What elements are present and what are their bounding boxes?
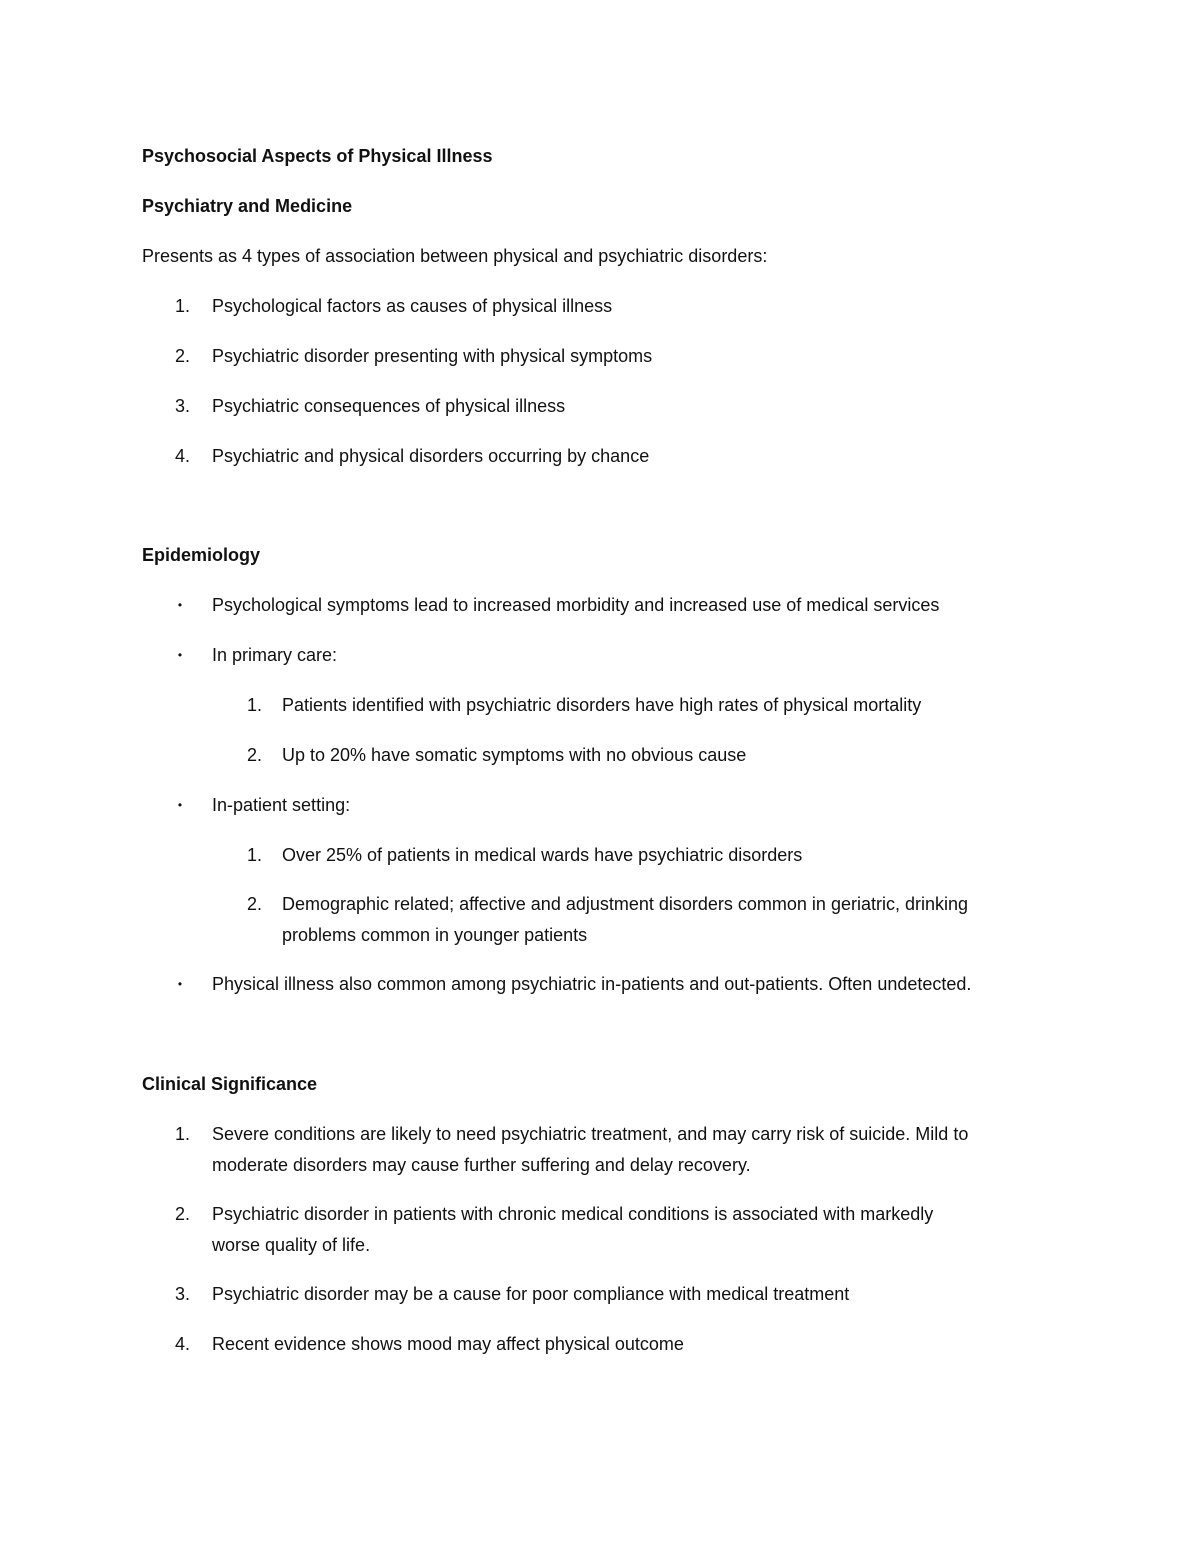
list-item: Psychiatric and physical disorders occurring by chance xyxy=(212,446,650,466)
bullet-item: Psychological symptoms lead to increased morbidity and increased use of medical services xyxy=(212,595,940,615)
list-item-continuation: moderate disorders may cause further suffering and delay recovery. xyxy=(212,1155,751,1175)
section-intro: Presents as 4 types of association between physical and psychiatric disorders: xyxy=(142,246,768,266)
list-marker: 4. xyxy=(174,1334,190,1354)
bullet-glyph: • xyxy=(177,977,183,991)
list-item: Psychiatric disorder presenting with physical symptoms xyxy=(212,346,653,366)
list-item: Up to 20% have somatic symptoms with no obvious cause xyxy=(282,745,747,765)
list-item: Demographic related; affective and adjustment disorders common in geriatric, drinking xyxy=(282,894,969,914)
list-marker: 3. xyxy=(174,396,190,416)
list-item: Over 25% of patients in medical wards have psychiatric disorders xyxy=(282,845,803,865)
list-marker: 1. xyxy=(246,695,262,715)
section-heading-psychiatry: Psychiatry and Medicine xyxy=(142,196,353,216)
list-marker: 2. xyxy=(246,745,262,765)
list-marker: 2. xyxy=(246,894,262,914)
list-item-continuation: problems common in younger patients xyxy=(282,925,588,945)
section-heading-clinical: Clinical Significance xyxy=(142,1074,318,1094)
bullet-item: Physical illness also common among psychiatric in-patients and out-patients. Often undetected. xyxy=(212,974,972,994)
list-item: Severe conditions are likely to need psychiatric treatment, and may carry risk of suicide. Mild to xyxy=(212,1124,969,1144)
list-marker: 1. xyxy=(246,845,262,865)
list-marker: 1. xyxy=(174,1124,190,1144)
list-item: Recent evidence shows mood may affect physical outcome xyxy=(212,1334,684,1354)
list-item: Psychiatric disorder may be a cause for poor compliance with medical treatment xyxy=(212,1284,850,1304)
bullet-item: In-patient setting: xyxy=(212,795,351,815)
list-item: Patients identified with psychiatric disorders have high rates of physical mortality xyxy=(282,695,922,715)
list-marker: 3. xyxy=(174,1284,190,1304)
list-marker: 1. xyxy=(174,296,190,316)
list-item: Psychiatric consequences of physical illness xyxy=(212,396,566,416)
bullet-glyph: • xyxy=(177,648,183,662)
bullet-item: In primary care: xyxy=(212,645,338,665)
list-item: Psychiatric disorder in patients with chronic medical conditions is associated with markedly xyxy=(212,1204,934,1224)
bullet-glyph: • xyxy=(177,798,183,812)
list-marker: 4. xyxy=(174,446,190,466)
section-heading-epidemiology: Epidemiology xyxy=(142,545,261,565)
list-marker: 2. xyxy=(174,1204,190,1224)
list-item: Psychological factors as causes of physical illness xyxy=(212,296,613,316)
document-title: Psychosocial Aspects of Physical Illness xyxy=(142,146,493,166)
list-item-continuation: worse quality of life. xyxy=(212,1235,371,1255)
bullet-glyph: • xyxy=(177,598,183,612)
list-marker: 2. xyxy=(174,346,190,366)
